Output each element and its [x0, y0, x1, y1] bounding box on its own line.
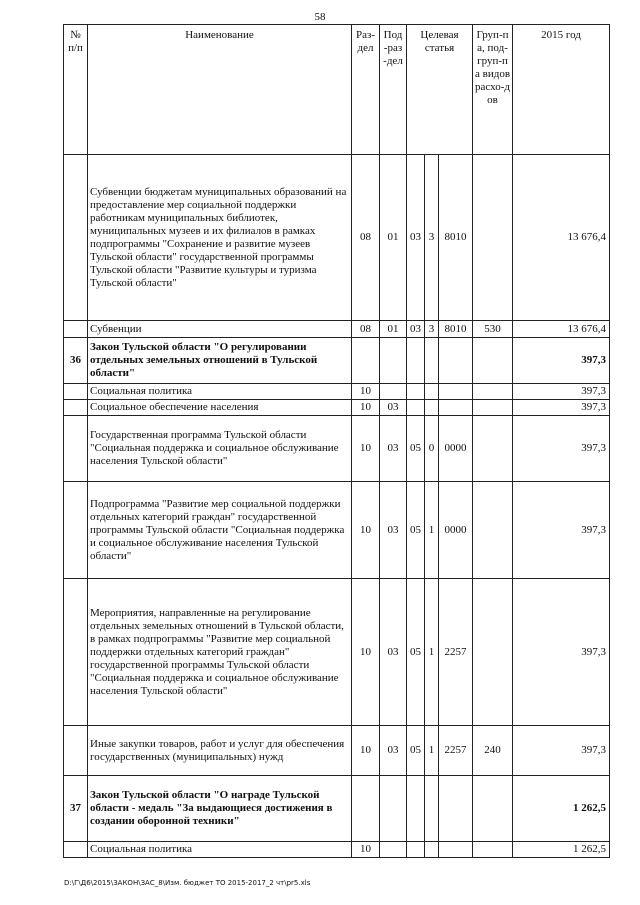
cell-group [473, 384, 513, 400]
cell-amount: 13 676,4 [513, 321, 610, 338]
cell-num [64, 726, 88, 776]
cell-razdel: 10 [352, 579, 380, 726]
cell-razdel: 10 [352, 842, 380, 858]
cell-amount: 397,3 [513, 579, 610, 726]
header-year: 2015 год [513, 25, 610, 155]
cell-group [473, 338, 513, 384]
cell-num [64, 155, 88, 321]
cell-target-1: 05 [407, 416, 425, 482]
cell-target-3 [439, 842, 473, 858]
cell-num [64, 416, 88, 482]
cell-target-3 [439, 776, 473, 842]
cell-name: Подпрограмма "Развитие мер социальной поддержки отдельных категорий граждан" государственной программы Тульской области "Социальная поддержка и социальное обслуживание населения Тульской области" [88, 482, 352, 579]
cell-podrazdel [380, 776, 407, 842]
cell-target-2: 1 [425, 579, 439, 726]
table-row [64, 842, 610, 858]
cell-target-3 [439, 338, 473, 384]
table-row [64, 726, 610, 776]
cell-razdel: 10 [352, 384, 380, 400]
cell-name: Социальное обеспечение населения [88, 400, 352, 416]
cell-target-1 [407, 776, 425, 842]
cell-num [64, 321, 88, 338]
cell-name: Социальная политика [88, 842, 352, 858]
cell-group: 240 [473, 726, 513, 776]
cell-name: Закон Тульской области "О регулировании отдельных земельных отношений в Тульской области" [88, 338, 352, 384]
cell-razdel: 10 [352, 726, 380, 776]
cell-target-3: 2257 [439, 579, 473, 726]
cell-target-1: 05 [407, 579, 425, 726]
cell-target-2 [425, 384, 439, 400]
header-group: Груп-па, под-груп-па видов расхо-дов [473, 25, 513, 155]
cell-target-2: 1 [425, 726, 439, 776]
table-row [64, 338, 610, 384]
cell-podrazdel: 03 [380, 726, 407, 776]
cell-group [473, 842, 513, 858]
header-razdel: Раз-дел [352, 25, 380, 155]
cell-target-2 [425, 338, 439, 384]
cell-razdel [352, 776, 380, 842]
table-row [64, 384, 610, 400]
file-path-footer: D:\Г\Д6\2015\ЗАКОН\ЗАС_8\Изм. бюджет ТО 2015-2017_2 чт\pr5.xls [64, 879, 311, 887]
page-number: 58 [314, 11, 326, 23]
table-row [64, 416, 610, 482]
cell-num [64, 579, 88, 726]
cell-podrazdel: 03 [380, 416, 407, 482]
cell-podrazdel: 03 [380, 579, 407, 726]
cell-name: Субвенции бюджетам муниципальных образований на предоставление мер социальной поддержки работникам муниципальных библиотек, муниципальных музеев и их филиалов в рамках подпрограммы "Сохранение и развитие музеев Тульской области" государственной программы Тульской области "Развитие культуры и туризма Тульской области" [88, 155, 352, 321]
cell-target-1 [407, 842, 425, 858]
header-podrazdel: Под-раз-дел [380, 25, 407, 155]
cell-target-1: 03 [407, 155, 425, 321]
cell-target-3: 0000 [439, 482, 473, 579]
header-num: № п/п [64, 25, 88, 155]
cell-amount: 397,3 [513, 726, 610, 776]
cell-target-3 [439, 400, 473, 416]
header-name: Наименование [88, 25, 352, 155]
cell-target-3: 8010 [439, 155, 473, 321]
cell-target-1 [407, 400, 425, 416]
cell-target-2: 0 [425, 416, 439, 482]
cell-target-2: 3 [425, 155, 439, 321]
cell-razdel: 08 [352, 321, 380, 338]
cell-target-1 [407, 338, 425, 384]
cell-amount: 397,3 [513, 384, 610, 400]
cell-target-2: 1 [425, 482, 439, 579]
cell-amount: 1 262,5 [513, 776, 610, 842]
cell-razdel: 10 [352, 482, 380, 579]
table-row [64, 321, 610, 338]
cell-amount: 397,3 [513, 400, 610, 416]
table-row [64, 155, 610, 321]
cell-target-2 [425, 776, 439, 842]
header-row [64, 25, 610, 155]
cell-group [473, 416, 513, 482]
cell-name: Закон Тульской области "О награде Тульской области - медаль "За выдающиеся достижения в создании оборонной техники" [88, 776, 352, 842]
cell-razdel: 10 [352, 416, 380, 482]
cell-num [64, 384, 88, 400]
cell-num: 36 [64, 338, 88, 384]
cell-target-2: 3 [425, 321, 439, 338]
cell-amount: 397,3 [513, 416, 610, 482]
cell-target-2 [425, 400, 439, 416]
cell-target-3: 0000 [439, 416, 473, 482]
cell-amount: 1 262,5 [513, 842, 610, 858]
cell-target-2 [425, 842, 439, 858]
cell-amount: 13 676,4 [513, 155, 610, 321]
cell-razdel [352, 338, 380, 384]
budget-table [63, 24, 610, 858]
cell-group [473, 482, 513, 579]
cell-razdel: 10 [352, 400, 380, 416]
cell-razdel: 08 [352, 155, 380, 321]
cell-num [64, 842, 88, 858]
cell-podrazdel [380, 338, 407, 384]
table-row [64, 579, 610, 726]
cell-num [64, 400, 88, 416]
cell-group [473, 155, 513, 321]
table-row [64, 400, 610, 416]
cell-podrazdel: 03 [380, 400, 407, 416]
cell-name: Субвенции [88, 321, 352, 338]
cell-group: 530 [473, 321, 513, 338]
cell-target-3: 2257 [439, 726, 473, 776]
table-row [64, 776, 610, 842]
cell-amount: 397,3 [513, 482, 610, 579]
cell-amount: 397,3 [513, 338, 610, 384]
cell-podrazdel: 01 [380, 321, 407, 338]
table-row [64, 482, 610, 579]
cell-podrazdel: 03 [380, 482, 407, 579]
cell-name: Мероприятия, направленные на регулирование отдельных земельных отношений в Тульской области, в рамках подпрограммы "Развитие мер социальной поддержки отдельных категорий граждан" государственной программы Тульской области "Социальная поддержка и социальное обслуживание населения Тульской области" [88, 579, 352, 726]
cell-group [473, 400, 513, 416]
cell-target-1 [407, 384, 425, 400]
header-target: Целевая статья [407, 25, 473, 155]
cell-podrazdel [380, 842, 407, 858]
cell-target-3 [439, 384, 473, 400]
cell-group [473, 776, 513, 842]
cell-target-1: 05 [407, 482, 425, 579]
cell-num [64, 482, 88, 579]
cell-group [473, 579, 513, 726]
cell-name: Иные закупки товаров, работ и услуг для обеспечения государственных (муниципальных) нужд [88, 726, 352, 776]
cell-name: Государственная программа Тульской области "Социальная поддержка и социальное обслуживание населения Тульской области" [88, 416, 352, 482]
cell-target-1: 03 [407, 321, 425, 338]
cell-name: Социальная политика [88, 384, 352, 400]
cell-target-1: 05 [407, 726, 425, 776]
cell-num: 37 [64, 776, 88, 842]
cell-target-3: 8010 [439, 321, 473, 338]
cell-podrazdel: 01 [380, 155, 407, 321]
cell-podrazdel [380, 384, 407, 400]
